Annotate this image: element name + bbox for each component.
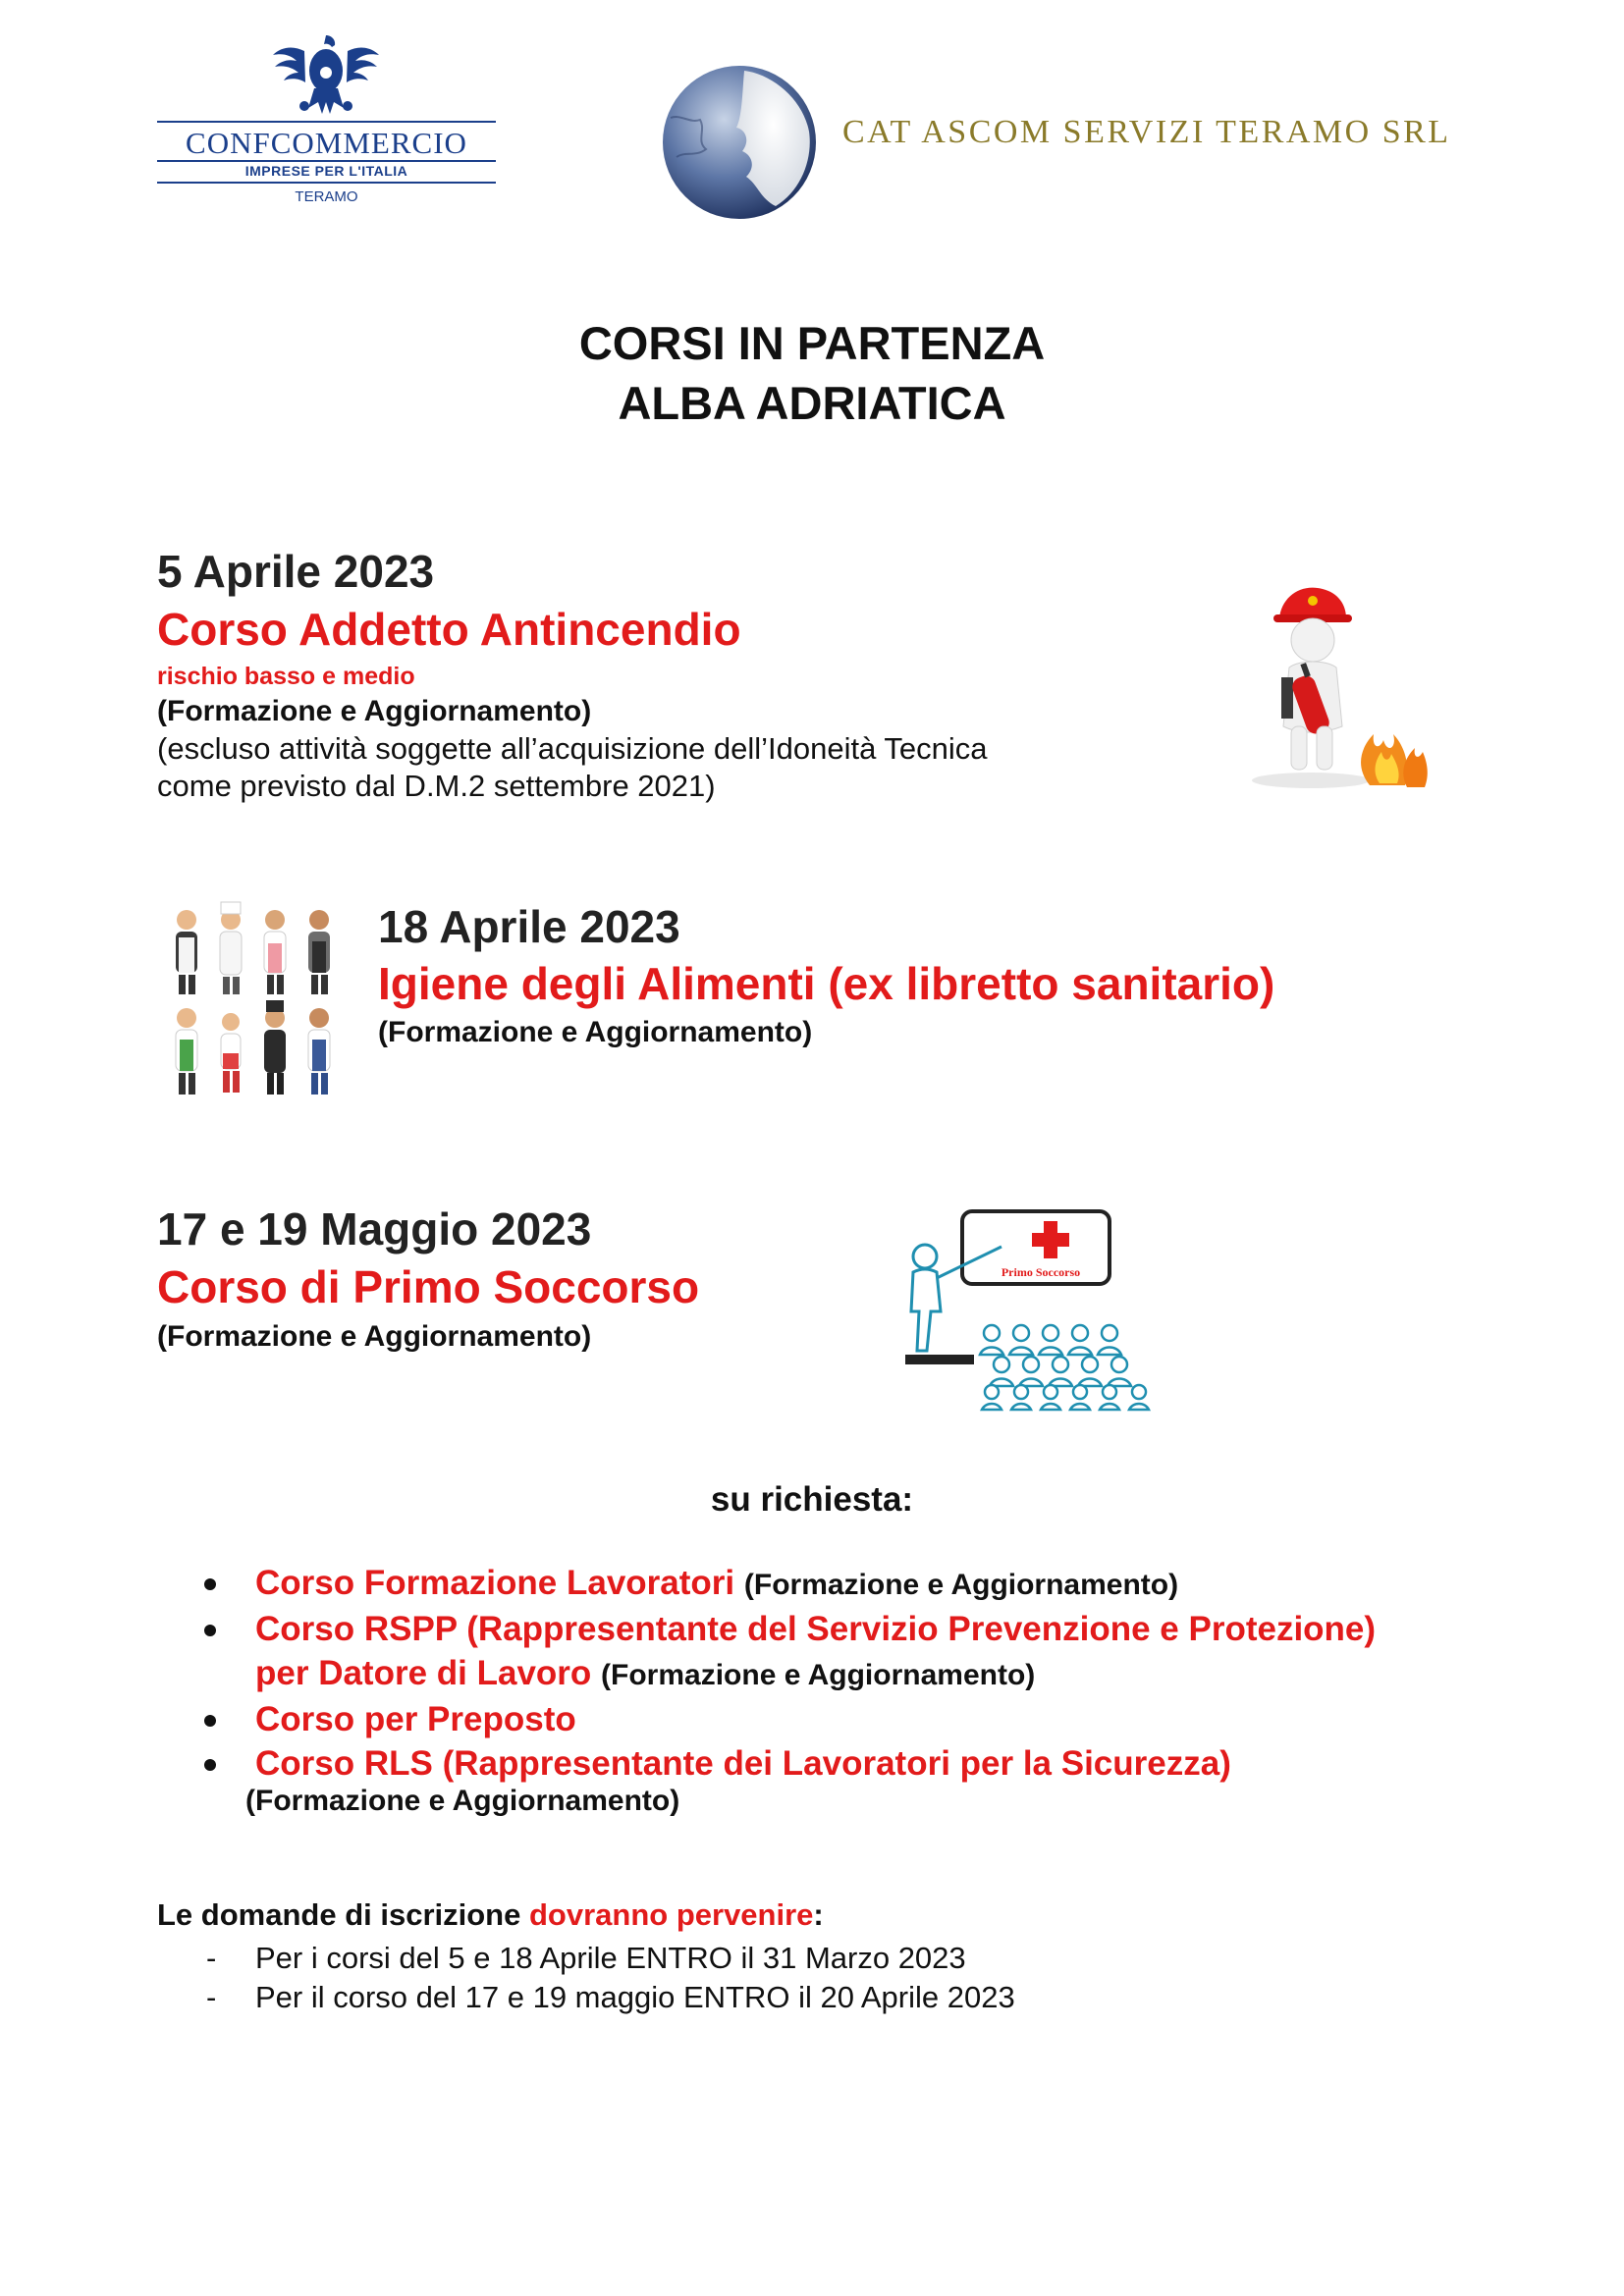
request-course-name: Corso RLS (Rappresentante dei Lavoratori per la Sicurezza) [255, 1744, 1231, 1783]
bullet-icon [204, 1625, 216, 1636]
list-item [201, 1561, 1527, 1607]
course1-name: Corso Addetto Antincendio [157, 604, 741, 655]
course2-type: (Formazione e Aggiornamento) [378, 1016, 813, 1048]
enrollment-intro-text: Le domande di iscrizione [157, 1897, 521, 1932]
course1-note-line1: (escluso attività soggette all’acquisizione dell’Idoneità Tecnica [157, 731, 988, 766]
request-course-type: (Formazione e Aggiornamento) [743, 1569, 1179, 1601]
firefighter-icon [1232, 579, 1438, 795]
food-workers-image [152, 898, 349, 1104]
food-workers-icon [152, 898, 349, 1104]
bullet-icon [204, 1578, 216, 1590]
list-item [201, 1697, 1527, 1741]
firefighter-image [1232, 579, 1438, 795]
list-item [201, 1607, 1527, 1697]
enrollment-intro-colon: : [813, 1897, 824, 1932]
globe-puzzle-logo [651, 59, 828, 226]
request-course-name: Corso per Preposto [255, 1700, 576, 1738]
confcommercio-subtitle: IMPRESE PER L'ITALIA [244, 163, 408, 179]
page-title-line1: CORSI IN PARTENZA [578, 317, 1046, 369]
request-course-name: Corso Formazione Lavoratori [255, 1564, 735, 1602]
bullet-icon [204, 1759, 216, 1771]
dash-marker: - [206, 1941, 217, 1975]
enrollment-deadline-text: Per i corsi del 5 e 18 Aprile ENTRO il 31 Marzo 2023 [255, 1941, 966, 1975]
bullet-icon [204, 1715, 216, 1727]
course1-type: (Formazione e Aggiornamento) [157, 695, 592, 727]
course2-date: 18 Aprile 2023 [378, 901, 680, 952]
course3-date: 17 e 19 Maggio 2023 [157, 1203, 592, 1255]
first-aid-class-image [893, 1207, 1178, 1414]
first-aid-class-icon [893, 1207, 1178, 1414]
company-name: CAT ASCOM SERVIZI TERAMO SRL [842, 114, 1451, 150]
eagle-icon [157, 29, 496, 123]
page-title-line2: ALBA ADRIATICA [618, 377, 1006, 429]
request-course-name-cont: per Datore di Lavoro [255, 1654, 592, 1692]
list-item [206, 1978, 1015, 2017]
on-request-list [201, 1561, 1527, 1786]
course1-level: rischio basso e medio [157, 663, 415, 690]
course3-type: (Formazione e Aggiornamento) [157, 1320, 592, 1353]
request-course-type-last: (Formazione e Aggiornamento) [245, 1785, 680, 1817]
confcommercio-city: TERAMO [295, 188, 358, 205]
dash-marker: - [206, 1980, 217, 2014]
course3-name: Corso di Primo Soccorso [157, 1261, 700, 1312]
course2-name: Igiene degli Alimenti (ex libretto sanitario) [378, 958, 1275, 1009]
confcommercio-logo [157, 29, 496, 206]
list-item [201, 1741, 1527, 1786]
first-aid-board-label: Primo Soccorso [1001, 1265, 1081, 1279]
course1-date: 5 Aprile 2023 [157, 546, 435, 597]
enrollment-list [206, 1939, 1015, 2017]
on-request-heading: su richiesta: [710, 1480, 914, 1519]
enrollment-intro-deadline: dovranno pervenire [528, 1897, 814, 1932]
globe-puzzle-icon [651, 59, 828, 226]
confcommercio-name: CONFCOMMERCIO [186, 126, 467, 160]
list-item [206, 1939, 1015, 1978]
enrollment-intro [157, 1897, 824, 1933]
request-course-name: Corso RSPP (Rappresentante del Servizio Prevenzione e Protezione) [255, 1610, 1377, 1648]
enrollment-deadline-text: Per il corso del 17 e 19 maggio ENTRO il 20 Aprile 2023 [255, 1980, 1015, 2014]
course1-note-line2: come previsto dal D.M.2 settembre 2021) [157, 769, 716, 803]
request-course-type: (Formazione e Aggiornamento) [601, 1659, 1036, 1691]
